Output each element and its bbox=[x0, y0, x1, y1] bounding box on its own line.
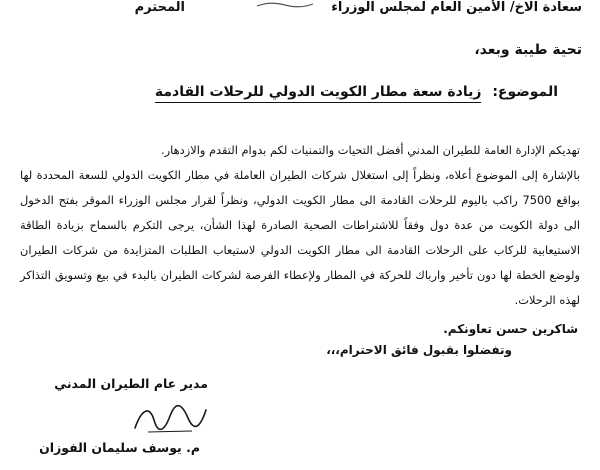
signatory-name: م. يوسف سليمان الفوزان bbox=[39, 440, 200, 455]
subject-line bbox=[155, 84, 558, 100]
signatory-title: مدير عام الطيران المدني bbox=[54, 376, 208, 391]
greeting: تحية طيبة وبعد، bbox=[474, 42, 582, 58]
main-paragraph: بالإشارة إلى الموضوع أعلاه، ونظراً إلى استغلال شركات الطيران العاملة في مطار الكويت الدولي للسعة المحددة لها بواقع 7500 راكب باليوم للرحلات القادمة الى مطار الكويت الدولي، ونظراً لقرار مجلس الوزراء الموقر بفتح الدخول الى دولة الكويت من عدة دول وفقاً للاشتراطات الصحية الصادرة لهذا الشأن، يرجى التكرم بالسماح بزيادة الطاقة الاستيعابية للركاب على الرحلات القادمة الى مطار الكويت الدولي لاستيعاب الطلبات المتزايدة من شركات الطيران ولوضع الخطة لها دون تأخير وارباك للحركة في المطار ولإعطاء الفرصة لشركات الطيران بالبدء في بيع وتسويق التذاكر لهذه الرحلات. bbox=[20, 168, 580, 307]
handwritten-signature bbox=[130, 398, 210, 438]
subject-text: زيادة سعة مطار الكويت الدولي للرحلات القادمة bbox=[155, 84, 482, 103]
letter-body bbox=[20, 138, 580, 313]
letterhead-mark bbox=[255, 0, 315, 10]
subject-label: الموضوع: bbox=[492, 84, 558, 100]
honorific: المحترم bbox=[134, 0, 185, 15]
addressee-line: سعادة الاخ/ الأمين العام لمجلس الوزراء bbox=[331, 0, 582, 15]
opening-paragraph: تهديكم الإدارة العامة للطيران المدني أفضل التحيات والتمنيات لكم بدوام التقدم والازدهار. bbox=[161, 143, 580, 157]
closing-regards: وتفضلوا بقبول فائق الاحترام،،، bbox=[326, 343, 512, 357]
closing-thanks: شاكرين حسن تعاونكم. bbox=[443, 322, 578, 336]
